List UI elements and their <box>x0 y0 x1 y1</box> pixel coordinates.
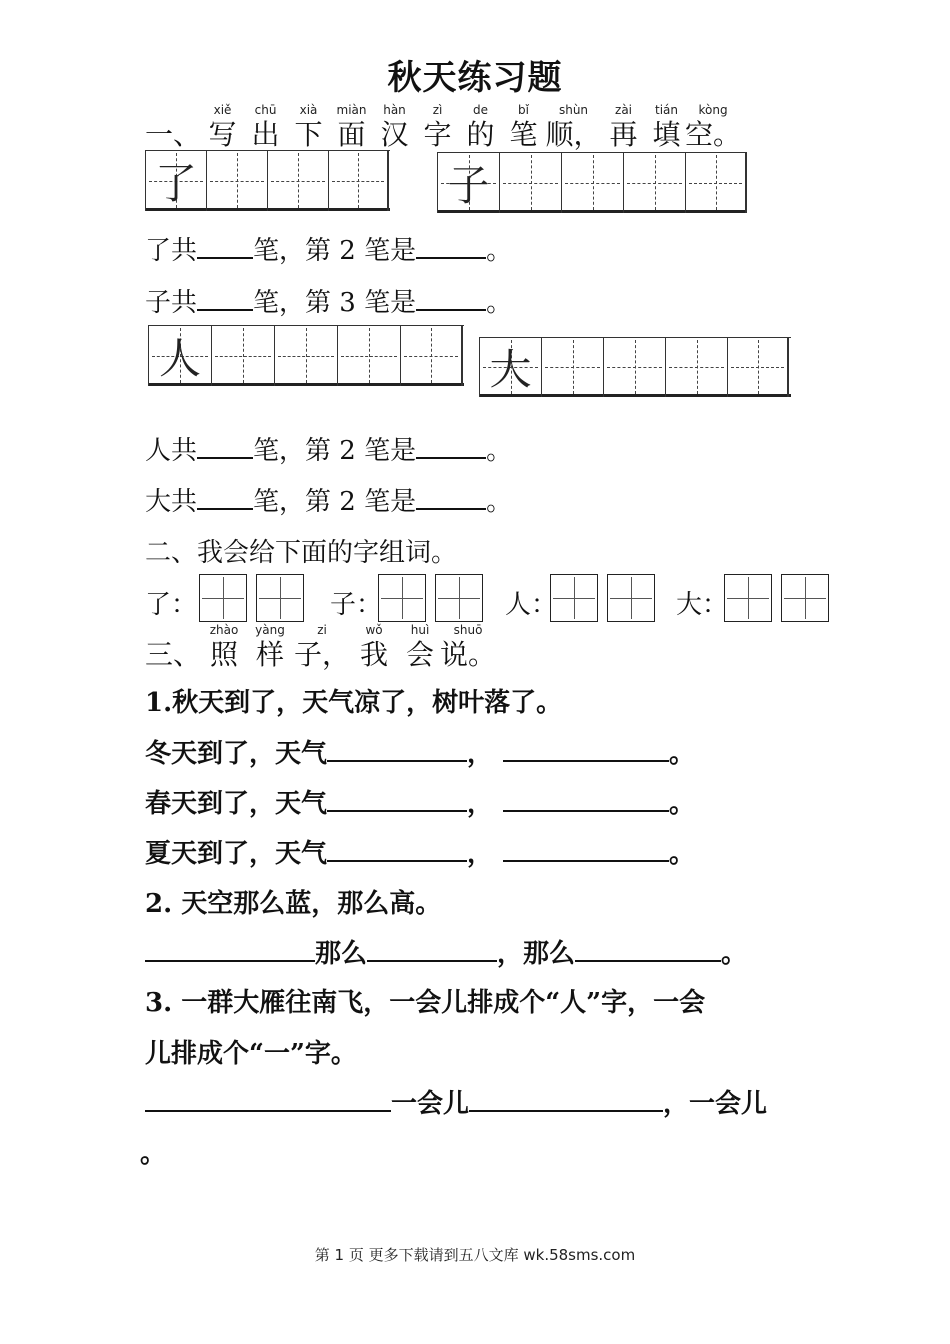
answer-blank[interactable] <box>327 734 467 762</box>
hanzi: 笔 <box>509 118 538 151</box>
hanzi: 顺， <box>545 118 602 151</box>
pinyin: shùn <box>558 103 589 117</box>
pinyin: tián <box>655 103 679 117</box>
pinyin: miàn <box>336 103 367 117</box>
hanzi: 下 <box>294 118 323 151</box>
section1-heading-char <box>602 103 645 152</box>
winter-line <box>145 733 695 770</box>
word-box[interactable] <box>607 574 655 622</box>
practice-cell[interactable] <box>665 337 727 397</box>
writing-grid-ren <box>148 325 464 386</box>
practice-cell[interactable] <box>400 325 463 386</box>
hanzi: 再 <box>609 118 638 151</box>
model-cell <box>148 325 211 386</box>
pinyin: wǒ <box>365 623 383 637</box>
hanzi: 面 <box>337 118 366 151</box>
pinyin: hàn <box>383 103 406 117</box>
namo-text-1: 那么 <box>315 939 368 969</box>
summer-line <box>145 833 695 870</box>
answer-blank[interactable] <box>367 934 497 962</box>
hanzi: 说。 <box>440 638 497 671</box>
section1-heading-char <box>373 103 416 152</box>
question-da <box>145 481 512 518</box>
practice-cell[interactable] <box>267 150 328 211</box>
namo-line <box>145 933 747 970</box>
pinyin: zì <box>432 103 443 117</box>
writing-grid-da <box>479 337 791 397</box>
question-zi-text-c: 。 <box>486 288 513 318</box>
example-3-line-1: 3. 一群大雁往南飞，一会儿排成个“人”字，一会 <box>145 988 706 1018</box>
section1-heading-char <box>645 103 688 152</box>
hanzi: 样 <box>256 638 285 671</box>
question-da-text-b: 笔，第 2 笔是 <box>253 487 417 517</box>
example-2: 2. 天空那么蓝，那么高。 <box>145 889 442 919</box>
model-character: 子 <box>447 160 490 210</box>
writing-grid-le <box>145 150 390 211</box>
model-character: 人 <box>158 333 201 383</box>
answer-blank[interactable] <box>416 482 486 510</box>
comma: ， <box>467 739 494 769</box>
hanzi: 子， <box>294 638 351 671</box>
answer-blank[interactable] <box>327 784 467 812</box>
yihuier-text-1: 一会儿 <box>391 1089 470 1119</box>
model-cell <box>437 152 499 213</box>
section1-prefix: 一、 <box>145 118 202 151</box>
hanzi: 空。 <box>685 118 742 151</box>
section3-heading-char <box>351 623 397 672</box>
practice-cell[interactable] <box>561 152 623 213</box>
practice-cell[interactable] <box>274 325 337 386</box>
word-box[interactable] <box>256 574 304 622</box>
answer-blank[interactable] <box>327 834 467 862</box>
section1-heading-char <box>459 103 502 152</box>
pinyin: huì <box>410 623 430 637</box>
answer-blank[interactable] <box>575 934 721 962</box>
question-ren-text-c: 。 <box>486 436 513 466</box>
practice-cell[interactable] <box>685 152 747 213</box>
answer-blank[interactable] <box>197 231 253 259</box>
pinyin: xiě <box>213 103 232 117</box>
final-period: 。 <box>140 1139 167 1169</box>
section1-heading-char <box>502 103 545 152</box>
model-cell <box>479 337 541 397</box>
pinyin: chū <box>254 103 277 117</box>
writing-grid-zi <box>437 152 747 213</box>
practice-cell[interactable] <box>727 337 789 397</box>
question-le-text-a: 了共 <box>145 236 198 266</box>
pinyin: bǐ <box>518 103 529 117</box>
practice-cell[interactable] <box>623 152 685 213</box>
example-3-line-2: 儿排成个“一”字。 <box>145 1039 357 1069</box>
spring-line <box>145 783 695 820</box>
word-box[interactable] <box>435 574 483 622</box>
question-ren-text-b: 笔，第 2 笔是 <box>253 436 417 466</box>
question-zi-text-a: 子共 <box>145 288 198 318</box>
word-box[interactable] <box>550 574 598 622</box>
hanzi: 字 <box>423 118 452 151</box>
section1-heading-char <box>545 103 602 152</box>
period: 。 <box>669 839 696 869</box>
pinyin: zhào <box>209 623 239 637</box>
page-title: 秋天练习题 <box>387 58 563 98</box>
word-box[interactable] <box>199 574 247 622</box>
hanzi: 汉 <box>380 118 409 151</box>
question-le-text-c: 。 <box>486 236 513 266</box>
answer-blank[interactable] <box>469 1084 663 1112</box>
answer-blank[interactable] <box>503 734 669 762</box>
answer-blank[interactable] <box>145 1084 391 1112</box>
section1-heading-char <box>201 103 244 152</box>
word-box[interactable] <box>781 574 829 622</box>
practice-cell[interactable] <box>603 337 665 397</box>
section3-heading-char <box>201 623 247 672</box>
spring-text: 春天到了，天气 <box>145 789 328 819</box>
question-da-text-c: 。 <box>486 487 513 517</box>
period: 。 <box>669 739 696 769</box>
answer-blank[interactable] <box>197 283 253 311</box>
yihuier-line <box>145 1083 767 1120</box>
practice-cell[interactable] <box>337 325 400 386</box>
practice-cell[interactable] <box>499 152 561 213</box>
section3-heading-char <box>440 623 497 672</box>
word-box[interactable] <box>724 574 772 622</box>
example-1: 1.秋天到了，天气凉了，树叶落了。 <box>145 688 563 718</box>
question-ren-text-a: 人共 <box>145 436 198 466</box>
question-zi <box>145 282 512 319</box>
answer-blank[interactable] <box>503 784 669 812</box>
period: 。 <box>669 789 696 819</box>
hanzi: 的 <box>466 118 495 151</box>
hanzi: 写 <box>208 118 237 151</box>
word-label-le: 了： <box>145 590 198 620</box>
practice-cell[interactable] <box>211 325 274 386</box>
section3-prefix: 三、 <box>145 638 202 671</box>
answer-blank[interactable] <box>197 482 253 510</box>
pinyin: kòng <box>698 103 728 117</box>
section3-heading-char <box>293 623 351 672</box>
section1-heading-char <box>685 103 742 152</box>
answer-blank[interactable] <box>416 283 486 311</box>
pinyin: yàng <box>255 623 285 637</box>
practice-cell[interactable] <box>206 150 267 211</box>
answer-blank[interactable] <box>416 431 486 459</box>
model-cell <box>145 150 206 211</box>
hanzi: 我 <box>360 638 389 671</box>
word-box[interactable] <box>378 574 426 622</box>
hanzi: 会 <box>406 638 435 671</box>
comma: ， <box>467 789 494 819</box>
pinyin: zi <box>317 623 327 637</box>
summer-text: 夏天到了，天气 <box>145 839 328 869</box>
namo-text-2: ，那么 <box>497 939 576 969</box>
hanzi: 出 <box>251 118 280 151</box>
question-zi-text-b: 笔，第 3 笔是 <box>253 288 417 318</box>
pinyin: shuō <box>453 623 483 637</box>
question-da-text-a: 大共 <box>145 487 198 517</box>
section1-heading-char <box>416 103 459 152</box>
question-ren <box>145 430 512 467</box>
comma: ， <box>467 839 494 869</box>
model-character: 了 <box>154 158 197 208</box>
section3-heading-char <box>397 623 443 672</box>
practice-cell[interactable] <box>541 337 603 397</box>
answer-blank[interactable] <box>416 231 486 259</box>
hanzi: 照 <box>210 638 239 671</box>
word-label-ren: 人： <box>505 590 558 620</box>
section1-heading-char <box>330 103 373 152</box>
section1-heading <box>145 103 742 152</box>
answer-blank[interactable] <box>145 934 315 962</box>
pinyin: zài <box>615 103 633 117</box>
yihuier-text-2: ，一会儿 <box>663 1089 768 1119</box>
section3-heading <box>145 623 497 672</box>
section1-heading-char <box>244 103 287 152</box>
question-le-text-b: 笔，第 2 笔是 <box>253 236 417 266</box>
question-le <box>145 230 512 267</box>
practice-cell[interactable] <box>328 150 389 211</box>
answer-blank[interactable] <box>503 834 669 862</box>
page-footer: 第 1 页 更多下载请到五八文库 wk.58sms.com <box>314 1246 636 1264</box>
pinyin: xià <box>299 103 318 117</box>
winter-text: 冬天到了，天气 <box>145 739 328 769</box>
pinyin: de <box>473 103 489 117</box>
hanzi: 填 <box>652 118 681 151</box>
section3-heading-char <box>247 623 293 672</box>
period: 。 <box>721 939 748 969</box>
model-character: 大 <box>489 345 532 394</box>
answer-blank[interactable] <box>197 431 253 459</box>
word-label-da: 大： <box>676 590 729 620</box>
section2-heading: 二、我会给下面的字组词。 <box>145 538 458 568</box>
section1-heading-char <box>287 103 330 152</box>
word-label-zi: 子： <box>330 590 383 620</box>
